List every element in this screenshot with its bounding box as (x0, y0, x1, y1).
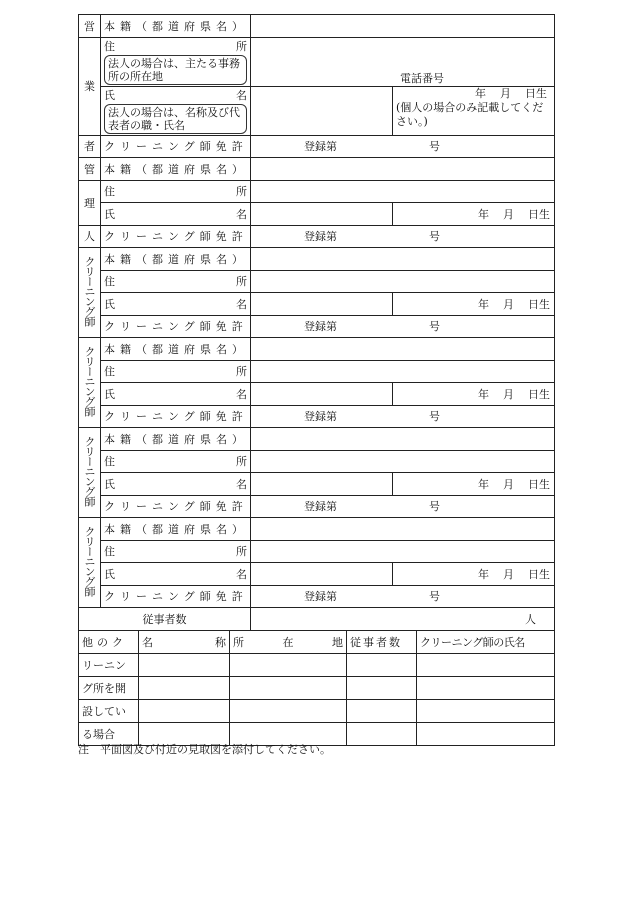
address-label: 住 所 (101, 180, 251, 203)
other-row (79, 676, 555, 699)
manager-honseki-row (79, 158, 555, 181)
business-license-field[interactable]: 登録第 号 (251, 135, 555, 158)
honseki-label: 本籍（都道府県名） (101, 518, 251, 541)
cleaner1-license-row (79, 315, 555, 338)
address-label: 住 所 (101, 540, 251, 563)
cleaner3-license-row (79, 495, 555, 518)
cleaner1-name-field[interactable] (251, 293, 393, 316)
business-side-bottom: 者 (79, 135, 101, 158)
other-side-line-3: グ所を開 (79, 676, 139, 699)
cleaner1-address-field[interactable] (251, 270, 555, 293)
license-label: クリーニング師免許 (101, 405, 251, 428)
other-facilities-table (78, 631, 555, 746)
cleaner2-birth-field[interactable]: 年 月 日生 (393, 383, 555, 406)
cleaner3-honseki-row (79, 428, 555, 451)
birth-note: (個人の場合のみ記載してください。) (396, 100, 544, 128)
manager-license-field[interactable]: 登録第 号 (251, 225, 555, 248)
cleaner3-name-field[interactable] (251, 473, 393, 496)
cleaner4-honseki-field[interactable] (251, 518, 555, 541)
other-header-cleaner-names: クリーニング師の氏名 (417, 631, 555, 654)
employees-field[interactable] (251, 608, 555, 631)
footnote: 注 平面図及び付近の見取図を添付してください。 (78, 743, 331, 756)
business-name-field[interactable] (251, 86, 393, 135)
name-label: 氏 名 (101, 383, 251, 406)
cleaner2-honseki-row (79, 338, 555, 361)
cleaner1-birth-field[interactable]: 年 月 日生 (393, 293, 555, 316)
manager-address-field[interactable] (251, 180, 555, 203)
business-name-label: 氏 名 法人の場合は、名称及び代表者の職・氏名 (101, 86, 251, 135)
other-side-line-5: る場合 (79, 722, 139, 745)
cleaner2-name-field[interactable] (251, 383, 393, 406)
address-label: 住 所 (101, 450, 251, 473)
main-table (78, 14, 555, 631)
business-address-label: 住 所 法人の場合は、主たる事務所の所在地 (101, 37, 251, 86)
business-address-row (79, 37, 555, 86)
address-note: 法人の場合は、主たる事務所の所在地 (104, 55, 247, 85)
other-row (79, 653, 555, 676)
cleaner2-honseki-field[interactable] (251, 338, 555, 361)
cleaner4-name-row (79, 563, 555, 586)
honseki-label: 本籍（都道府県名） (101, 248, 251, 271)
business-honseki-field[interactable] (251, 15, 555, 38)
business-birth-field[interactable]: 年 月 日生 (個人の場合のみ記載してください。) (393, 86, 555, 135)
cleaner2-name-row (79, 383, 555, 406)
address-label: 住 所 (101, 270, 251, 293)
application-form (78, 14, 554, 746)
cleaner1-honseki-row (79, 248, 555, 271)
honseki-label: 本籍（都道府県名） (101, 158, 251, 181)
license-label: クリーニング師免許 (101, 225, 251, 248)
name-label: 氏 名 (101, 203, 251, 226)
employees-row (79, 608, 555, 631)
manager-side-top: 管 (79, 158, 101, 181)
other-header-location: 所 在 地 (230, 631, 347, 654)
honseki-label: 本籍（都道府県名） (101, 15, 251, 38)
business-address-field[interactable] (251, 37, 555, 86)
cleaner3-honseki-field[interactable] (251, 428, 555, 451)
other-side-line-2: リーニン (79, 653, 139, 676)
name-label: 氏 名 (101, 473, 251, 496)
honseki-label: 本籍（都道府県名） (101, 428, 251, 451)
other-header-employees: 従事者数 (347, 631, 417, 654)
manager-address-row (79, 180, 555, 203)
cleaner1-name-row (79, 293, 555, 316)
honseki-label: 本籍（都道府県名） (101, 338, 251, 361)
cleaner1-license-field[interactable]: 登録第 号 (251, 315, 555, 338)
manager-side-mid: 理 (79, 180, 101, 225)
manager-birth-field[interactable]: 年 月 日生 (393, 203, 555, 226)
cleaner3-address-row (79, 450, 555, 473)
cleaner1-honseki-field[interactable] (251, 248, 555, 271)
license-label: クリーニング師免許 (101, 135, 251, 158)
license-label: クリーニング師免許 (101, 495, 251, 518)
cleaner2-license-row (79, 405, 555, 428)
cleaner4-address-field[interactable] (251, 540, 555, 563)
cleaner3-license-field[interactable]: 登録第 号 (251, 495, 555, 518)
phone-label: 電話番号 (400, 71, 444, 85)
address-label: 住 所 (101, 360, 251, 383)
cleaner4-license-row (79, 585, 555, 608)
cleaner2-address-row (79, 360, 555, 383)
manager-name-field[interactable] (251, 203, 393, 226)
license-label: クリーニング師免許 (101, 315, 251, 338)
cleaner4-side-label: クリーニング師 (79, 518, 101, 608)
cleaner4-name-field[interactable] (251, 563, 393, 586)
other-side-line-1: 他のク (79, 631, 139, 654)
cleaner4-honseki-row (79, 518, 555, 541)
business-side-top: 営 (79, 15, 101, 38)
business-side-mid: 業 (79, 37, 101, 135)
other-header-name: 名 称 (139, 631, 230, 654)
cleaner2-license-field[interactable]: 登録第 号 (251, 405, 555, 428)
cleaner1-side-label: クリーニング師 (79, 248, 101, 338)
cleaner4-address-row (79, 540, 555, 563)
cleaner2-side-label: クリーニング師 (79, 338, 101, 428)
business-license-row (79, 135, 555, 158)
cleaner3-name-row (79, 473, 555, 496)
license-label: クリーニング師免許 (101, 585, 251, 608)
cleaner4-birth-field[interactable]: 年 月 日生 (393, 563, 555, 586)
business-name-row (79, 86, 555, 135)
name-note: 法人の場合は、名称及び代表者の職・氏名 (104, 104, 247, 134)
manager-license-row (79, 225, 555, 248)
cleaner3-address-field[interactable] (251, 450, 555, 473)
other-side-line-4: 設してい (79, 699, 139, 722)
manager-honseki-field[interactable] (251, 158, 555, 181)
cleaner4-license-field[interactable]: 登録第 号 (251, 585, 555, 608)
manager-side-bottom: 人 (79, 225, 101, 248)
cleaner3-birth-field[interactable]: 年 月 日生 (393, 473, 555, 496)
other-header-row (79, 631, 555, 654)
cleaner2-address-field[interactable] (251, 360, 555, 383)
manager-name-row (79, 203, 555, 226)
employees-unit: 人 (525, 612, 536, 626)
name-label: 氏 名 (101, 563, 251, 586)
name-label: 氏 名 (101, 293, 251, 316)
cleaner1-address-row (79, 270, 555, 293)
business-honseki-row (79, 15, 555, 38)
other-row (79, 699, 555, 722)
employees-label: 従事者数 (79, 608, 251, 631)
cleaner3-side-label: クリーニング師 (79, 428, 101, 518)
